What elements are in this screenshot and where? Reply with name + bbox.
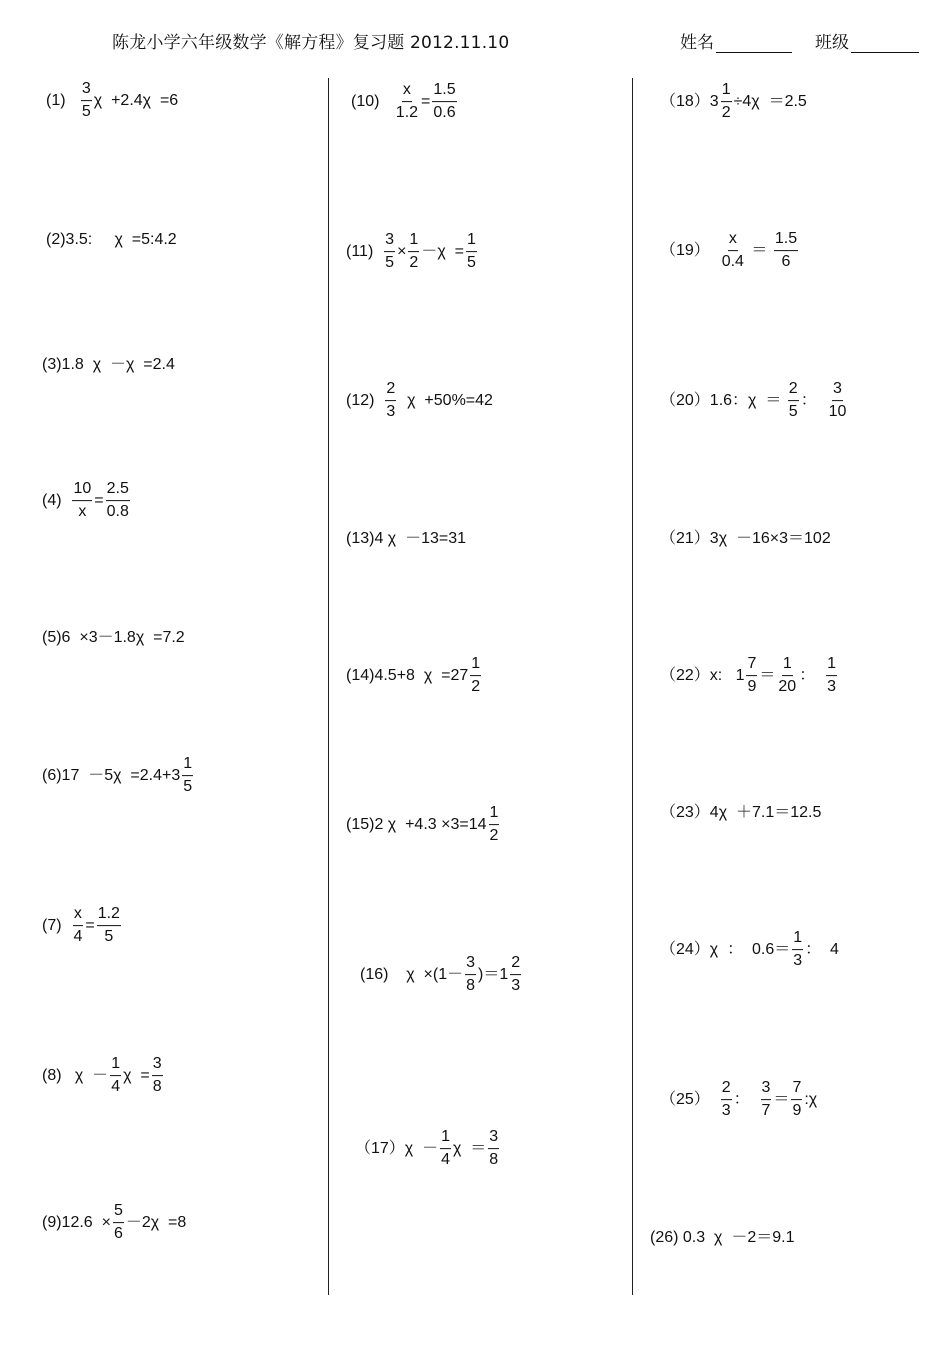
fraction — [466, 231, 477, 273]
equation-text: χ +2.4χ =6 — [93, 92, 179, 109]
fraction-numerator: 1.2 — [97, 905, 121, 926]
column-divider-2 — [632, 78, 633, 1295]
fraction-denominator: 0.8 — [106, 503, 129, 521]
equation-text: (13)4 χ －13=31 — [346, 530, 467, 547]
problem-21 — [660, 531, 831, 547]
equation-text: （22）x: 1 — [660, 667, 745, 684]
equation-text: (2)3.5: χ =5:4.2 — [46, 231, 177, 248]
equation-text: (12) — [346, 392, 384, 409]
equation-text: χ ＝ — [453, 1140, 487, 1157]
equation-text: = — [94, 492, 104, 509]
fraction-numerator: 1.5 — [432, 81, 456, 102]
fraction-numerator: 3 — [832, 380, 843, 401]
fraction-denominator: 9 — [747, 678, 757, 696]
problem-9 — [42, 1202, 186, 1244]
equation-text: (11) — [346, 243, 383, 260]
fraction-numerator: 2 — [788, 380, 799, 401]
fraction-denominator: 8 — [152, 1078, 162, 1096]
fraction-numerator: 1 — [440, 1128, 451, 1149]
problem-14 — [346, 655, 483, 697]
equation-text: ： — [800, 392, 826, 409]
equation-text: ： 4 — [805, 941, 839, 958]
fraction-denominator: 10 — [828, 403, 847, 421]
class-field — [815, 28, 919, 53]
problem-1 — [46, 80, 178, 122]
fraction-denominator: 6 — [781, 253, 791, 271]
fraction-denominator: 1.2 — [395, 104, 419, 122]
equation-text: (3)1.8 χ －χ =2.4 — [42, 356, 175, 373]
equation-text: （19） — [660, 242, 719, 259]
fraction-denominator: 2 — [471, 678, 481, 696]
fraction-numerator: 3 — [465, 954, 476, 975]
equation-text: ＝ — [759, 667, 776, 684]
equation-text: (9)12.6 × — [42, 1214, 111, 1231]
fraction-denominator: 0.4 — [721, 253, 744, 271]
fraction-numerator: 3 — [81, 80, 92, 101]
fraction-denominator: 5 — [788, 403, 798, 421]
fraction-numerator: 1 — [110, 1055, 121, 1076]
worksheet-title: 陈龙小学六年级数学《解方程》复习题 2012.11.10 — [112, 33, 510, 53]
fraction — [110, 1055, 121, 1097]
equation-text: (6)17 －5χ =2.4+3 — [42, 767, 181, 784]
class-label: 班级 — [815, 33, 849, 53]
column-divider-1 — [328, 78, 329, 1295]
problem-4 — [42, 480, 132, 522]
equation-text: （25） — [660, 1091, 719, 1108]
equation-text: (14)4.5+8 χ =27 — [346, 667, 469, 684]
fraction-numerator: 5 — [113, 1202, 124, 1223]
fraction — [791, 1079, 802, 1121]
fraction — [746, 655, 757, 697]
fraction-denominator: 5 — [466, 254, 476, 272]
fraction — [721, 230, 745, 272]
problem-15 — [346, 804, 501, 846]
equation-text: × — [397, 243, 407, 260]
fraction — [465, 954, 476, 996]
fraction-numerator: 2 — [510, 954, 521, 975]
problem-19 — [660, 230, 800, 272]
fraction-numerator: 3 — [384, 231, 395, 252]
fraction — [385, 380, 396, 422]
fraction-denominator: 3 — [793, 952, 803, 970]
problem-2 — [46, 232, 177, 248]
fraction — [106, 480, 130, 522]
fraction — [72, 905, 83, 947]
fraction-denominator: 3 — [386, 403, 396, 421]
fraction-denominator: 0.6 — [433, 104, 456, 122]
problem-26 — [650, 1230, 794, 1246]
equation-text: (26) 0.3 χ －2＝9.1 — [650, 1229, 795, 1246]
fraction-denominator: 3 — [511, 977, 521, 995]
equation-text: ： — [799, 667, 825, 684]
fraction — [788, 380, 799, 422]
fraction-numerator: 3 — [488, 1128, 499, 1149]
fraction-denominator: 5 — [81, 103, 91, 121]
equation-text: (1) — [46, 92, 79, 109]
fraction-numerator: 7 — [746, 655, 757, 676]
fraction-denominator: 2 — [721, 104, 731, 122]
fraction — [182, 755, 193, 797]
equation-text: χ +50%=42 — [398, 392, 493, 409]
worksheet-header — [0, 28, 950, 54]
fraction-denominator: 20 — [778, 678, 797, 696]
fraction-numerator: 2 — [385, 380, 396, 401]
class-blank-line[interactable] — [851, 32, 919, 53]
fraction-numerator: 1 — [182, 755, 193, 776]
fraction-denominator: 5 — [104, 928, 114, 946]
problem-24 — [660, 929, 839, 971]
fraction-numerator: 7 — [791, 1079, 802, 1100]
fraction-numerator: 1 — [408, 231, 419, 252]
equation-text: :χ — [804, 1091, 818, 1108]
fraction — [510, 954, 521, 996]
fraction — [721, 81, 732, 123]
fraction — [721, 1079, 732, 1121]
name-field — [680, 28, 792, 53]
fraction — [826, 655, 837, 697]
problem-13 — [346, 531, 466, 547]
problem-6 — [42, 755, 195, 797]
equation-text: (15)2 χ +4.3 ×3=14 — [346, 816, 487, 833]
fraction-numerator: 1 — [782, 655, 793, 676]
problem-8 — [42, 1055, 165, 1097]
fraction-denominator: 5 — [183, 778, 193, 796]
problem-17 — [355, 1128, 501, 1170]
fraction — [97, 905, 121, 947]
equation-text: (10) — [351, 93, 393, 110]
fraction — [72, 480, 92, 522]
fraction — [440, 1128, 451, 1170]
fraction-numerator: 3 — [152, 1055, 163, 1076]
problem-22 — [660, 655, 839, 697]
fraction — [395, 81, 419, 123]
name-blank-line[interactable] — [716, 32, 792, 53]
fraction-numerator: 10 — [72, 480, 92, 501]
fraction-denominator: 7 — [761, 1102, 771, 1120]
fraction-denominator: x — [78, 503, 87, 521]
fraction-denominator: 2 — [409, 254, 419, 272]
equation-text: (5)6 ×3－1.8χ =7.2 — [42, 629, 185, 646]
fraction-numerator: 1 — [721, 81, 732, 102]
equation-text: (16) χ ×(1－ — [360, 966, 464, 983]
problem-3 — [42, 357, 175, 373]
fraction-numerator: 2.5 — [106, 480, 130, 501]
equation-text: = — [85, 917, 95, 934]
fraction-numerator: 1 — [489, 804, 500, 825]
fraction-numerator: 1.5 — [774, 230, 798, 251]
fraction-denominator: 5 — [385, 254, 395, 272]
fraction-denominator: 8 — [466, 977, 476, 995]
equation-text: ： — [733, 1091, 759, 1108]
problem-10 — [351, 81, 459, 123]
equation-text: ÷4χ ＝2.5 — [733, 93, 807, 110]
fraction — [488, 1128, 499, 1170]
fraction-denominator: 4 — [73, 928, 83, 946]
fraction-denominator: 4 — [441, 1151, 450, 1169]
fraction-denominator: 8 — [489, 1151, 499, 1169]
problem-18 — [660, 81, 807, 123]
fraction — [384, 231, 395, 273]
equation-text: （24）χ ： 0.6＝ — [660, 941, 791, 958]
fraction — [408, 231, 419, 273]
fraction-numerator: x — [73, 905, 83, 926]
problem-25 — [660, 1079, 817, 1121]
equation-text: )＝1 — [478, 966, 509, 983]
equation-text: (8) χ － — [42, 1067, 109, 1084]
equation-text: χ = — [123, 1067, 150, 1084]
problem-7 — [42, 905, 123, 947]
fraction-numerator: 1 — [792, 929, 803, 950]
fraction-numerator: 3 — [761, 1079, 772, 1100]
fraction — [774, 230, 798, 272]
equation-text: ＝ — [746, 242, 772, 259]
equation-text: （23）4χ ＋7.1＝12.5 — [660, 804, 822, 821]
fraction-denominator: 3 — [721, 1102, 731, 1120]
fraction-denominator: 3 — [827, 678, 837, 696]
equation-text: （20）1.6：χ ＝ — [660, 392, 786, 409]
fraction-numerator: 1 — [470, 655, 481, 676]
equation-text: －2χ =8 — [125, 1214, 187, 1231]
fraction-numerator: x — [402, 81, 412, 102]
problem-20 — [660, 380, 849, 422]
fraction — [152, 1055, 163, 1097]
equation-text: ＝ — [773, 1091, 790, 1108]
fraction — [761, 1079, 772, 1121]
problem-23 — [660, 805, 821, 821]
fraction — [828, 380, 848, 422]
fraction — [489, 804, 500, 846]
fraction — [113, 1202, 124, 1244]
equation-text: = — [421, 93, 431, 110]
problem-16 — [360, 954, 523, 996]
fraction-denominator: 9 — [792, 1102, 802, 1120]
fraction — [432, 81, 456, 123]
equation-text: (7) — [42, 917, 71, 934]
equation-text: （18）3 — [660, 93, 719, 110]
equation-text: －χ = — [421, 243, 464, 260]
fraction-denominator: 6 — [113, 1225, 123, 1243]
problem-5 — [42, 630, 185, 646]
name-label: 姓名 — [680, 33, 714, 53]
fraction-numerator: 1 — [826, 655, 837, 676]
fraction — [81, 80, 92, 122]
equation-text: （21）3χ －16×3＝102 — [660, 530, 831, 547]
fraction-numerator: 2 — [721, 1079, 732, 1100]
problem-12 — [346, 380, 493, 422]
equation-text: （17）χ － — [355, 1140, 439, 1157]
fraction — [777, 655, 797, 697]
fraction — [792, 929, 803, 971]
fraction-numerator: 1 — [466, 231, 477, 252]
fraction — [470, 655, 481, 697]
fraction-denominator: 4 — [111, 1078, 121, 1096]
problem-11 — [346, 231, 479, 273]
fraction-numerator: x — [728, 230, 738, 251]
equation-text: (4) — [42, 492, 71, 509]
fraction-denominator: 2 — [489, 827, 499, 845]
